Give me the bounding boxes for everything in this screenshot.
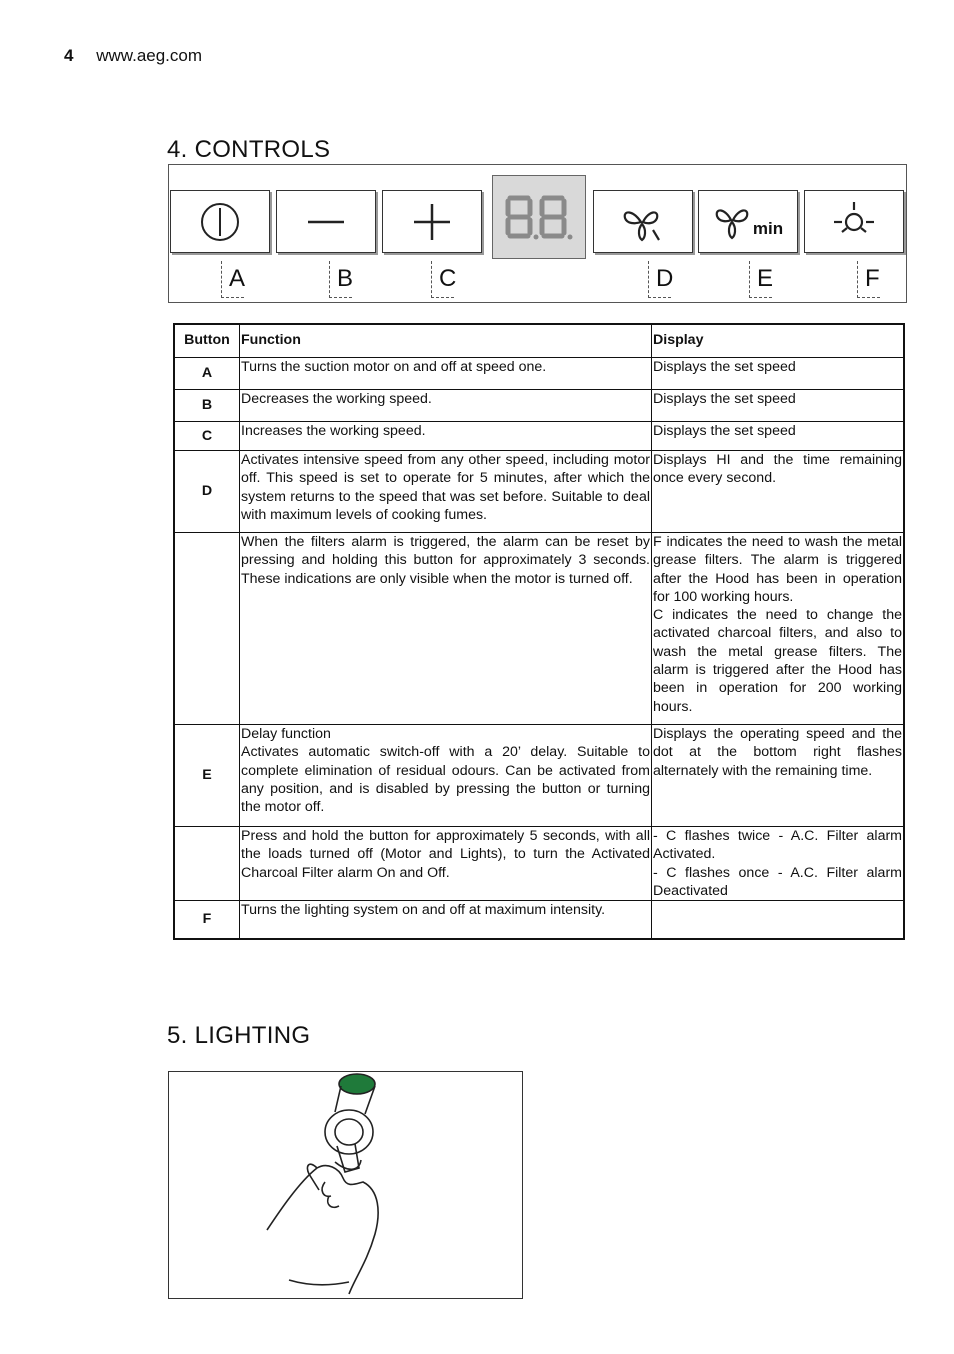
row-button: A [174, 358, 240, 390]
row-function: Press and hold the button for approximately 5 seconds, with all the loads turned off (Motor and Lights), to turn the Activated Charcoal Filter alarm On and Off. [240, 827, 652, 901]
row-button: B [174, 390, 240, 422]
power-icon [199, 201, 241, 243]
fan-timer-icon [713, 202, 753, 242]
table-row [174, 390, 904, 422]
row-function: When the filters alarm is triggered, the alarm can be reset by pressing and holding this button for approximately 3 seconds. These indications are only visible when the motor is turned off. [240, 533, 652, 725]
row-function: Turns the lighting system on and off at maximum intensity. [240, 901, 652, 939]
button-a-power[interactable] [170, 190, 270, 253]
row-display [652, 901, 905, 939]
row-button: F [174, 901, 240, 939]
row-button [174, 533, 240, 725]
button-b-minus[interactable] [276, 190, 376, 253]
row-display: Displays the operating speed and the dot at the bottom right flashes alternately with the remaining time. [652, 725, 905, 827]
table-header-row [174, 324, 904, 358]
minus-icon [306, 217, 346, 227]
table-row [174, 827, 904, 901]
lighting-illustration [168, 1071, 523, 1299]
controls-heading: 4. CONTROLS [167, 136, 331, 163]
row-function: Decreases the working speed. [240, 390, 652, 422]
row-display: Displays HI and the time remaining once every second. [652, 451, 905, 533]
row-display: Displays the set speed [652, 390, 905, 422]
button-f-light[interactable] [804, 190, 904, 253]
table-row [174, 725, 904, 827]
header-function: Function [240, 324, 652, 358]
row-button [174, 827, 240, 901]
header-button: Button [174, 324, 240, 358]
min-label: min [752, 218, 784, 238]
page-header [64, 46, 202, 66]
table-row [174, 358, 904, 390]
row-display: Displays the set speed [652, 358, 905, 390]
lamp-replacement-drawing [169, 1072, 522, 1298]
row-display: Displays the set speed [652, 422, 905, 451]
table-row [174, 901, 904, 939]
row-display: F indicates the need to wash the metal grease filters. The alarm is triggered after the Hood has been in operation for 100 working hours. C indicates the need to change the activated charcoal filters, and also to wash the metal grease filters. The alarm is triggered after the Hood has been in operation for 200 working hours. [652, 533, 905, 725]
row-button: E [174, 725, 240, 827]
row-function: Increases the working speed. [240, 422, 652, 451]
row-button: D [174, 451, 240, 533]
row-function: Delay function Activates automatic switch-off with a 20’ delay. Suitable to complete elimination of residual odours. Can be activated from any position, and is disabled by pressing the button or turning the motor off. [240, 725, 652, 827]
plus-icon [412, 202, 452, 242]
table-row [174, 422, 904, 451]
control-panel: min A B C D E F [168, 164, 907, 303]
fan-boost-icon [619, 202, 667, 242]
table-row [174, 533, 904, 725]
button-e-timer[interactable] [698, 190, 798, 253]
row-display: - C flashes twice - A.C. Filter alarm Activated. - C flashes once - A.C. Filter alarm Deactivated [653, 828, 902, 899]
row-button: C [174, 422, 240, 451]
button-d-boost[interactable] [593, 190, 693, 253]
speed-display [492, 175, 586, 259]
row-function: Turns the suction motor on and off at speed one. [240, 358, 652, 390]
controls-table [173, 323, 905, 940]
seven-segment-display [502, 192, 576, 242]
light-icon [832, 200, 876, 244]
lighting-heading: 5. LIGHTING [167, 1022, 311, 1049]
button-c-plus[interactable] [382, 190, 482, 253]
site-url: www.aeg.com [96, 46, 203, 65]
table-row [174, 451, 904, 533]
header-display: Display [652, 324, 905, 358]
page-number: 4 [64, 46, 74, 65]
row-function: Activates intensive speed from any other speed, including motor off. This speed is set to operate for 5 minutes, after which the system returns to the speed that was set before. Suitable to deal with maximum levels of cooking fumes. [240, 451, 652, 533]
